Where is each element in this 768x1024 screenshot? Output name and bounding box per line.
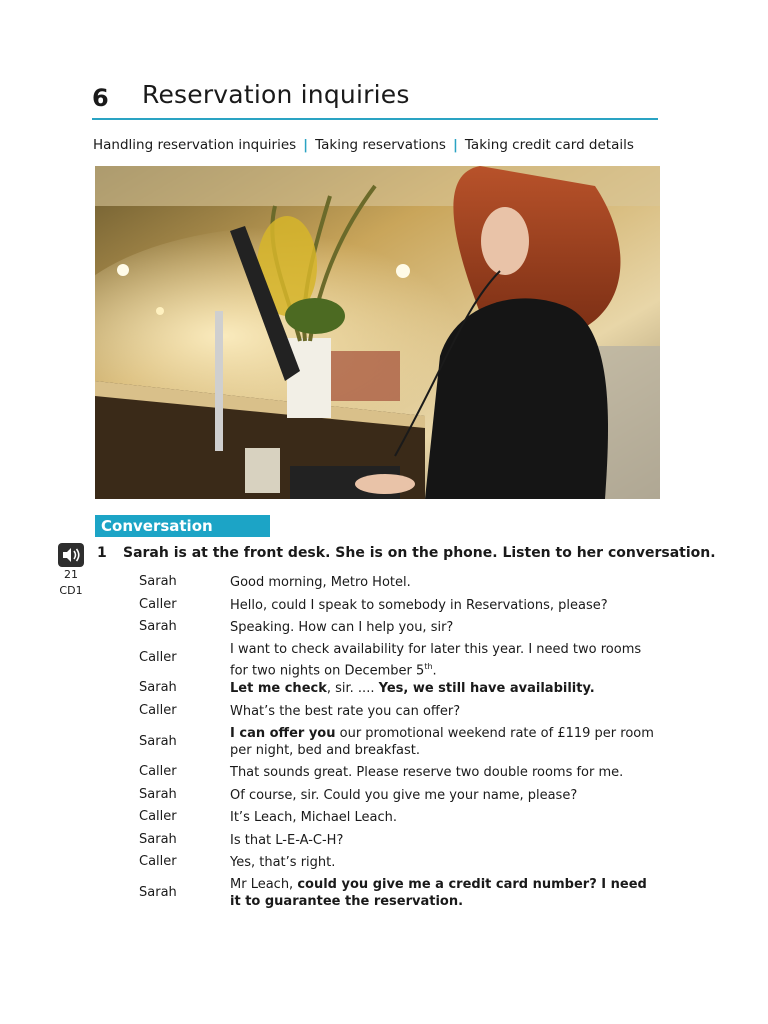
dialogue-line: Speaking. How can I help you, sir?: [230, 620, 454, 635]
speaker-name: Sarah: [139, 734, 177, 749]
exercise-instruction: Sarah is at the front desk. She is on the phone. Listen to her conversation.: [123, 545, 716, 561]
dialogue-line: Hello, could I speak to somebody in Reservations, please?: [230, 598, 608, 613]
topic-item: Handling reservation inquiries: [93, 137, 297, 153]
unit-number: 6: [92, 84, 109, 112]
topic-item: Taking reservations: [315, 137, 446, 153]
dialogue-line: That sounds great. Please reserve two double rooms for me.: [230, 765, 624, 780]
dialogue-line: Mr Leach, could you give me a credit card number? I need it to guarantee the reservation.: [230, 877, 647, 909]
dialogue-line: Let me check, sir. .... Yes, we still have availability.: [230, 681, 595, 696]
speaker-name: Sarah: [139, 619, 177, 634]
dialogue-line: What’s the best rate you can offer?: [230, 704, 461, 719]
dialogue-line: I want to check availability for later this year. I need two rooms for two nights on December 5th.: [230, 642, 642, 679]
topic-separator: |: [303, 137, 309, 153]
topic-item: Taking credit card details: [464, 137, 634, 153]
dialogue-line: Yes, that’s right.: [230, 855, 336, 870]
dialogue-line: I can offer you our promotional weekend rate of £119 per room per night, bed and breakfast.: [230, 726, 654, 758]
topic-separator: |: [452, 137, 458, 153]
section-conversation-tab: Conversation: [95, 515, 270, 537]
unit-title: Reservation inquiries: [142, 80, 410, 109]
audio-cd-label: CD1: [59, 584, 83, 597]
exercise-number: 1: [97, 545, 107, 561]
speaker-name: Caller: [139, 809, 177, 824]
speaker-name: Caller: [139, 597, 177, 612]
speaker-name: Sarah: [139, 787, 177, 802]
speaker-name: Sarah: [139, 574, 177, 589]
unit-header: [92, 78, 658, 120]
dialogue-line: Good morning, Metro Hotel.: [230, 575, 411, 590]
speaker-name: Sarah: [139, 832, 177, 847]
audio-track-number: 21: [64, 568, 78, 581]
speaker-name: Caller: [139, 650, 177, 665]
speaker-name: Caller: [139, 703, 177, 718]
speaker-name: Sarah: [139, 680, 177, 695]
audio-speaker-icon[interactable]: [58, 543, 84, 567]
dialogue-line: Is that L-E-A-C-H?: [230, 833, 344, 848]
topics-bar: [93, 137, 634, 153]
dialogue-line: It’s Leach, Michael Leach.: [230, 810, 398, 825]
hotel-reception-photo: [95, 166, 660, 499]
dialogue-line: Of course, sir. Could you give me your name, please?: [230, 788, 578, 803]
speaker-name: Sarah: [139, 885, 177, 900]
speaker-name: Caller: [139, 854, 177, 869]
speaker-name: Caller: [139, 764, 177, 779]
